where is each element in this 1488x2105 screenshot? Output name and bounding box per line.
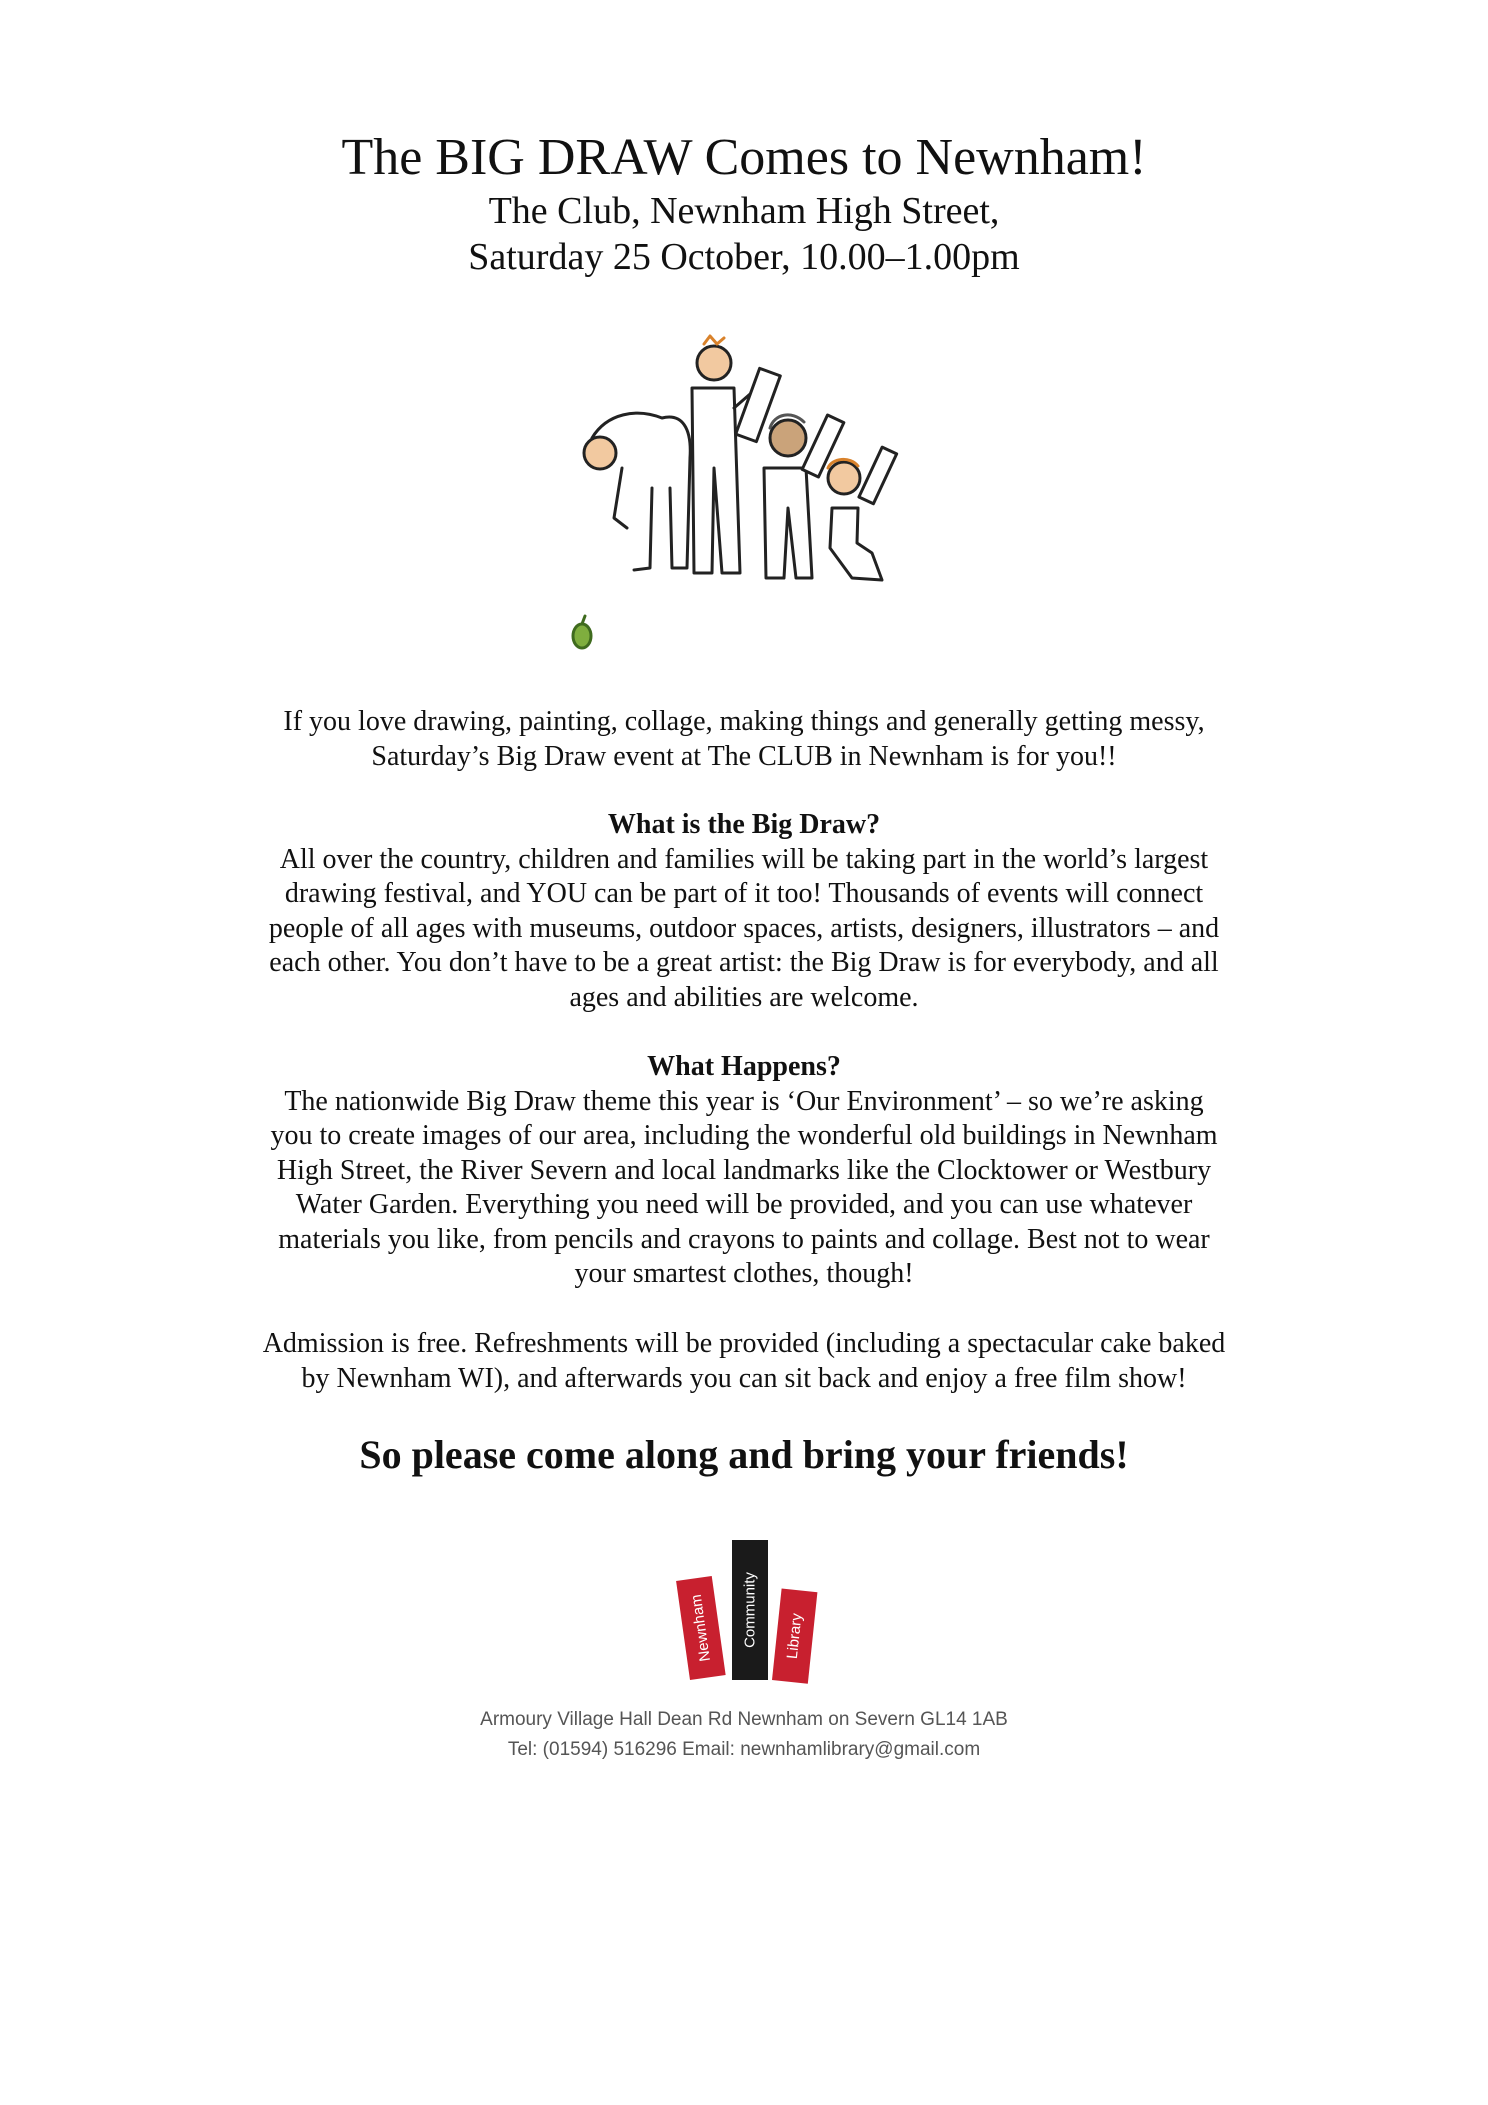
what-is-line: people of all ages with museums, outdoor spaces, artists, designers, illustrators – and — [268, 912, 1220, 944]
footer-contact: Tel: (01594) 516296 Email: newnhamlibrary@gmail.com — [507, 1739, 981, 1760]
call-to-action: So please come along and bring your friends! — [359, 1432, 1129, 1477]
what-is-section — [210, 808, 1278, 1015]
logo-word-community: Community — [741, 1572, 759, 1648]
what-is-line: All over the country, children and families will be taking part in the world’s largest — [279, 843, 1209, 875]
what-happens-heading: What Happens? — [647, 1051, 841, 1082]
what-happens-line: you to create images of our area, including the wonderful old buildings in Newnham — [270, 1120, 1218, 1151]
logo-book-library — [772, 1589, 817, 1684]
logo-book-community — [732, 1540, 768, 1680]
footer-address: Armoury Village Hall Dean Rd Newnham on Severn GL14 1AB — [480, 1709, 1008, 1730]
logo-book-newnham — [676, 1576, 726, 1680]
poster-title: The BIG DRAW Comes to Newnham! — [341, 129, 1147, 186]
library-logo — [687, 1540, 810, 1680]
what-is-line: drawing festival, and YOU can be part of it too! Thousands of events will connect — [284, 878, 1204, 909]
intro-line: If you love drawing, painting, collage, making things and generally getting messy, — [283, 706, 1205, 737]
admission-paragraph — [210, 1327, 1278, 1396]
what-happens-line: materials you like, from pencils and crayons to paints and collage. Best not to wear — [278, 1223, 1210, 1255]
what-happens-line: High Street, the River Severn and local landmarks like the Clocktower or Westbury — [276, 1154, 1212, 1186]
logo-word-library: Library — [783, 1612, 806, 1660]
drawing-people-illustration — [552, 318, 932, 664]
admission-line: by Newnham WI), and afterwards you can sit back and enjoy a free film show! — [301, 1362, 1187, 1394]
venue-line: The Club, Newnham High Street, — [488, 190, 1000, 232]
what-happens-line: The nationwide Big Draw theme this year is ‘Our Environment’ – so we’re asking — [284, 1085, 1204, 1117]
what-happens-line: your smartest clothes, though! — [574, 1258, 914, 1289]
logo-word-newnham: Newnham — [687, 1593, 714, 1663]
what-is-line: each other. You don’t have to be a great artist: the Big Draw is for everybody, and all — [269, 947, 1219, 978]
what-happens-line: Water Garden. Everything you need will be provided, and you can use whatever — [295, 1189, 1193, 1220]
intro-line: Saturday’s Big Draw event at The CLUB in Newnham is for you!! — [371, 740, 1117, 772]
what-is-line: ages and abilities are welcome. — [569, 981, 919, 1013]
date-time-line: Saturday 25 October, 10.00–1.00pm — [468, 236, 1020, 278]
intro-paragraph — [210, 705, 1278, 774]
admission-line: Admission is free. Refreshments will be provided (including a spectacular cake baked — [262, 1328, 1226, 1359]
what-happens-section — [210, 1050, 1278, 1292]
what-is-heading: What is the Big Draw? — [607, 809, 881, 840]
